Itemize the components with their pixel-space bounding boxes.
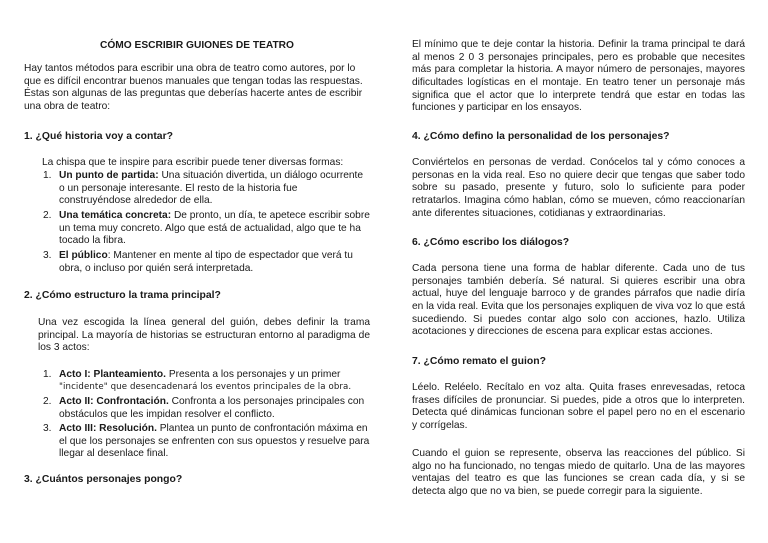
list-item bbox=[24, 250, 370, 275]
list-item-text-continued: "incidente" que desencadenará los eventos principales de la obra. bbox=[59, 381, 352, 392]
section-7-text-1: Léelo. Reléelo. Recítalo en voz alta. Quita frases enrevesadas, retoca frases difíciles de pronunciar. Si puedes, pide a otros que lo interpreten. Detecta qué dinámicas funcionan sobre el papel pero no en el escenario y corrígelas. bbox=[412, 382, 745, 431]
list-number: 3. bbox=[43, 250, 52, 261]
list-number: 2. bbox=[43, 396, 52, 407]
list-item-text: Plantea un punto de confrontación máxima en el que los personajes se enfrenten con sus opuestos y resuelve para llegar al desenlace final. bbox=[59, 423, 370, 460]
section-1-heading: 1. ¿Qué historia voy a contar? bbox=[24, 131, 173, 142]
section-4-text: Conviértelos en personas de verdad. Conócelos tal y cómo conoces a personas en la vida real. Eso no quiere decir que tengas que saber todo sobre su pasado, presente y futuro, solo lo suficiente para poder retratarlos. Imagina cómo hablan, cómo se mueven, cómo reaccionarían ante diferentes situaciones, cotidianas y extraordinarias. bbox=[412, 157, 745, 219]
intro-paragraph: Hay tantos métodos para escribir una obra de teatro como autores, por lo que es difícil encontrar buenos manuales que tengan todas las respuestas. Éstas son algunas de las preguntas que deberías hacerte antes de escribir una obra de teatro: bbox=[24, 63, 363, 112]
section-1-lead: La chispa que te inspire para escribir puede tener diversas formas: bbox=[42, 157, 344, 168]
section-3-text: El mínimo que te deje contar la historia. Definir la trama principal te dará al menos 2 0 3 personajes principales, pero es probable que necesites más para completar la historia. A mayor número de personajes, mayores dificultades logísticas en el montaje. En teatro tener un personaje más significa que el actor que lo interprete tendrá que estar en todas las funciones y participar en los ensayos. bbox=[412, 39, 745, 114]
list-item-title: Acto I: Planteamiento. bbox=[59, 369, 166, 380]
list-item bbox=[24, 396, 370, 421]
list-item-title: El público bbox=[59, 250, 108, 261]
list-item-text: Presenta a los personajes y un primer bbox=[165, 369, 341, 380]
list-item-text: Una situación divertida, un diálogo ocurrente o un personaje interesante. El resto de la historia fue construyéndose alrededor de ella. bbox=[59, 170, 364, 207]
section-7-heading: 7. ¿Cómo remato el guion? bbox=[412, 356, 546, 367]
list-item-title: Acto II: Confrontación. bbox=[59, 396, 169, 407]
section-6-heading: 6. ¿Cómo escribo los diálogos? bbox=[412, 237, 570, 248]
list-number: 2. bbox=[43, 210, 52, 221]
list-item-title: Un punto de partida: bbox=[59, 170, 159, 181]
section-2-heading: 2. ¿Cómo estructuro la trama principal? bbox=[24, 290, 221, 301]
list-item bbox=[24, 423, 370, 461]
section-7-text-2: Cuando el guion se represente, observa las reacciones del público. Si algo no ha funcionado, no tengas miedo de quitarlo. Una de las mayores ventajas del teatro es que las funciones se crean cada día, y si se detecta algo que no va bien, se puede corregir para la siguiente. bbox=[412, 448, 745, 497]
list-item bbox=[24, 369, 370, 392]
list-item-text: De pronto, un día, te apetece escribir sobre un tema muy concreto. Algo que está de actualidad, algo que te ha tocado la fibra. bbox=[59, 210, 370, 247]
section-6-text: Cada persona tiene una forma de hablar diferente. Cada uno de tus personajes también debería. Sé natural. Si quieres escribir una obra actual, huye del lenguaje barroco y de grandes párrafos que nadie diría en la vida real. Evita que los personajes expliquen de viva voz lo que está sucediendo. Si puedes contar algo solo con acciones, hazlo. Utiliza acotaciones y direcciones de escena para explicar estas acciones. bbox=[412, 263, 745, 338]
section-3-heading: 3. ¿Cuántos personajes pongo? bbox=[24, 474, 183, 485]
list-number: 3. bbox=[43, 423, 52, 434]
list-item-text: Confronta a los personajes principales con obstáculos que les impidan resolver el conflicto. bbox=[59, 396, 365, 420]
list-item-title: Acto III: Resolución. bbox=[59, 423, 157, 434]
list-item-text: : Mantener en mente al tipo de espectador que verá tu obra, o incluso por quién será interpretada. bbox=[59, 250, 353, 274]
list-item bbox=[24, 210, 370, 248]
document-title: CÓMO ESCRIBIR GUIONES DE TEATRO bbox=[100, 40, 294, 51]
list-number: 1. bbox=[43, 369, 52, 380]
list-item bbox=[24, 170, 370, 208]
list-item-title: Una temática concreta: bbox=[59, 210, 172, 221]
section-4-heading: 4. ¿Cómo defino la personalidad de los personajes? bbox=[412, 131, 670, 142]
section-2-lead: Una vez escogida la línea general del guión, debes definir la trama principal. La mayoría de historias se estructuran entorno al paradigma de los 3 actos: bbox=[38, 317, 370, 354]
list-number: 1. bbox=[43, 170, 52, 181]
